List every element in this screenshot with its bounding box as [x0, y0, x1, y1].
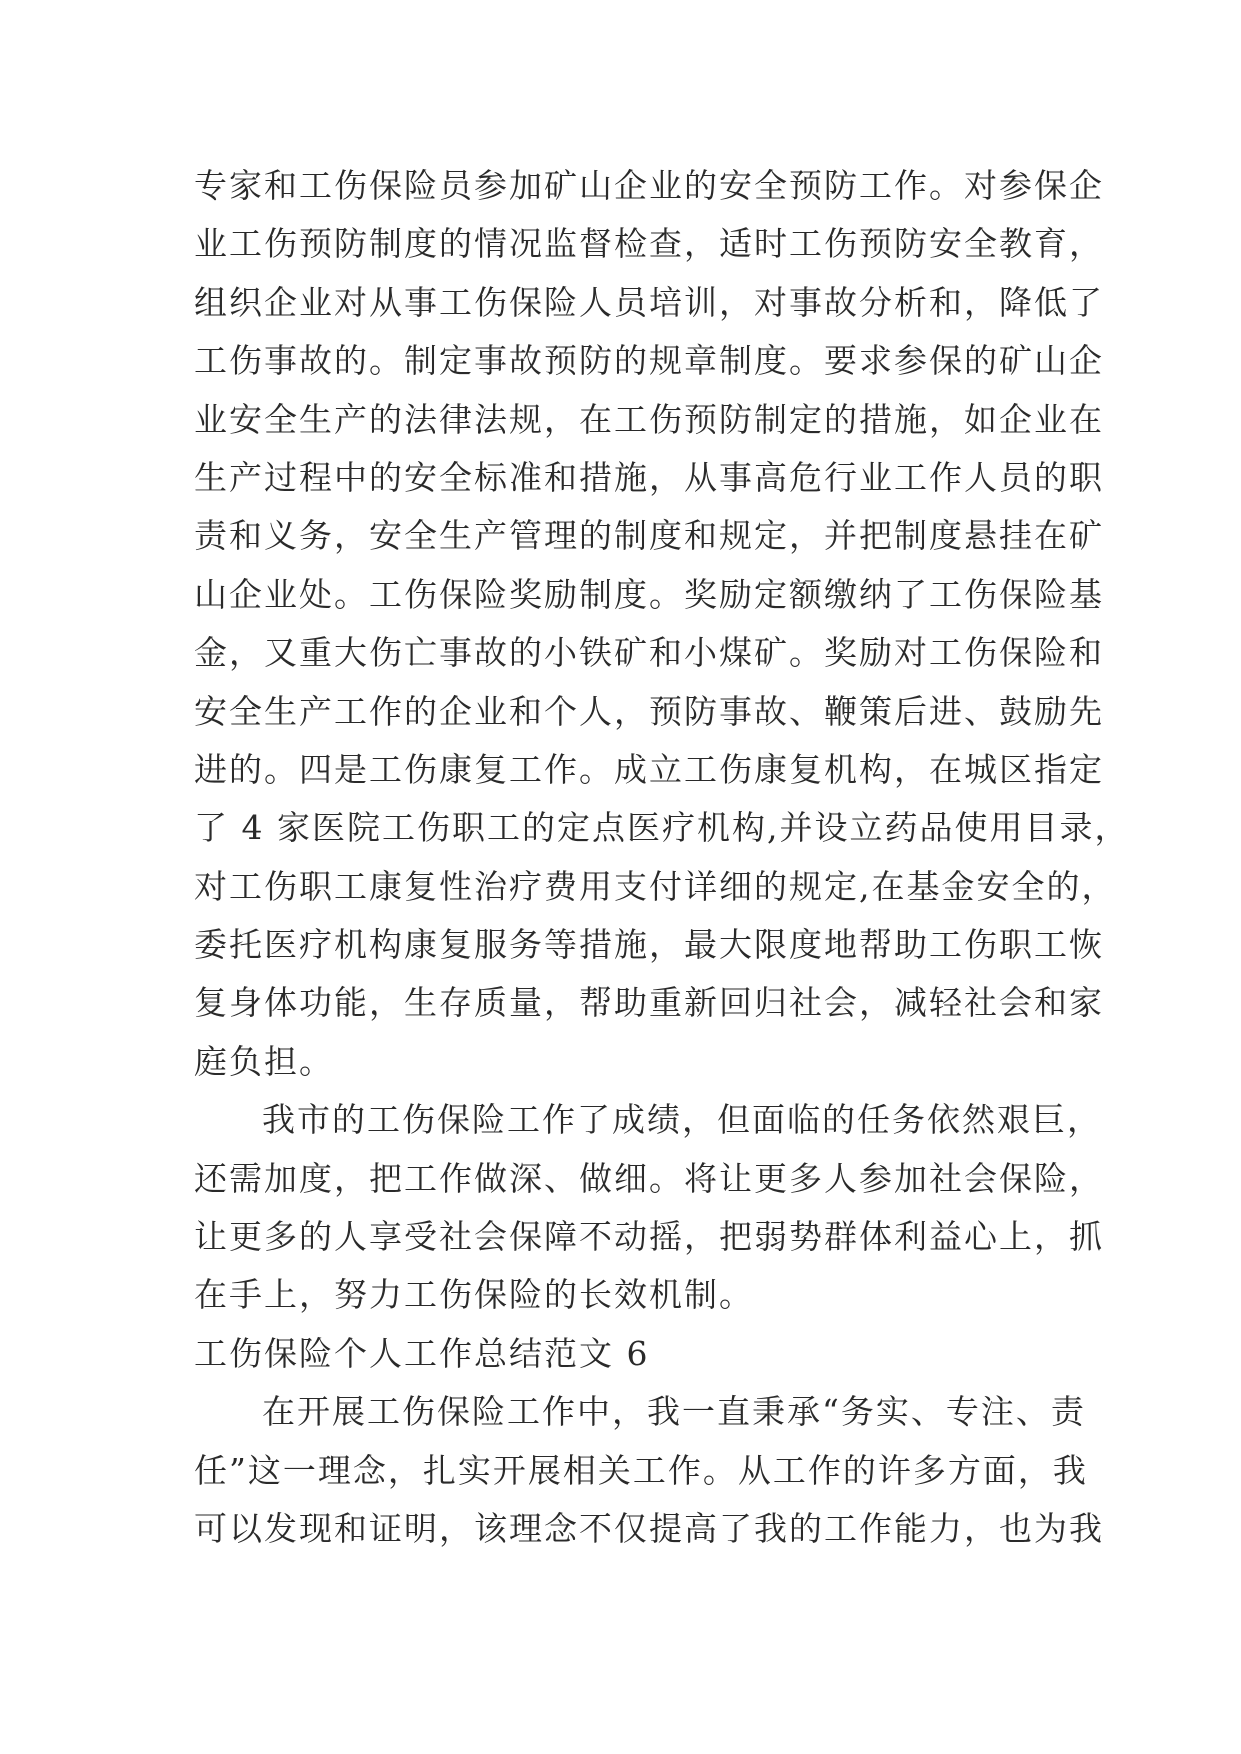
text-line: 山企业处。工伤保险奖励制度。奖励定额缴纳了工伤保险基 [194, 574, 1104, 614]
text-line: 生产过程中的安全标准和措施，从事高危行业工作人员的职 [194, 457, 1104, 497]
text-line: 复身体功能，生存质量，帮助重新回归社会，减轻社会和家 [194, 983, 1104, 1023]
text-line: 了 4 家医院工伤职工的定点医疗机构,并设立药品使用目录， [194, 808, 1130, 848]
text-line: 任”这一理念，扎实开展相关工作。从工作的许多方面，我 [194, 1450, 1088, 1490]
text-line: 在开展工伤保险工作中，我一直秉承“务实、专注、责 [262, 1392, 1086, 1432]
text-line: 工伤事故的。制定事故预防的规章制度。要求参保的矿山企 [194, 341, 1104, 381]
text-line: 业安全生产的法律法规，在工伤预防制定的措施，如企业在 [194, 399, 1104, 439]
text-line: 我市的工伤保险工作了成绩，但面临的任务依然艰巨， [262, 1100, 1102, 1140]
text-line: 可以发现和证明，该理念不仅提高了我的工作能力，也为我 [194, 1508, 1104, 1548]
text-line: 安全生产工作的企业和个人，预防事故、鞭策后进、鼓励先 [194, 691, 1104, 731]
paragraph-3 [194, 1383, 1104, 1558]
text-line: 金，又重大伤亡事故的小铁矿和小煤矿。奖励对工伤保险和 [194, 633, 1104, 673]
text-line: 委托医疗机构康复服务等措施，最大限度地帮助工伤职工恢 [194, 925, 1104, 965]
text-line: 进的。四是工伤康复工作。成立工伤康复机构，在城区指定 [194, 749, 1104, 789]
text-line: 组织企业对从事工伤保险人员培训，对事故分析和，降低了 [194, 282, 1104, 322]
text-line: 专家和工伤保险员参加矿山企业的安全预防工作。对参保企 [194, 166, 1104, 205]
text-line: 业工伤预防制度的情况监督检查，适时工伤预防安全教育， [194, 224, 1104, 264]
text-line: 对工伤职工康复性治疗费用支付详细的规定,在基金安全的， [194, 866, 1117, 906]
document-body [194, 157, 1130, 1558]
paragraph-2 [194, 1091, 1104, 1325]
text-line: 在手上，努力工伤保险的长效机制。 [194, 1275, 754, 1315]
text-line: 让更多的人享受社会保障不动摇，把弱势群体利益心上，抓 [194, 1217, 1104, 1257]
text-line: 还需加度，把工作做深、做细。将让更多人参加社会保险， [194, 1158, 1104, 1198]
text-line: 责和义务，安全生产管理的制度和规定，并把制度悬挂在矿 [194, 516, 1104, 556]
paragraph-1 [194, 157, 1130, 1091]
section-heading: 工伤保险个人工作总结范文 6 [194, 1333, 650, 1373]
text-line: 庭负担。 [194, 1041, 334, 1081]
